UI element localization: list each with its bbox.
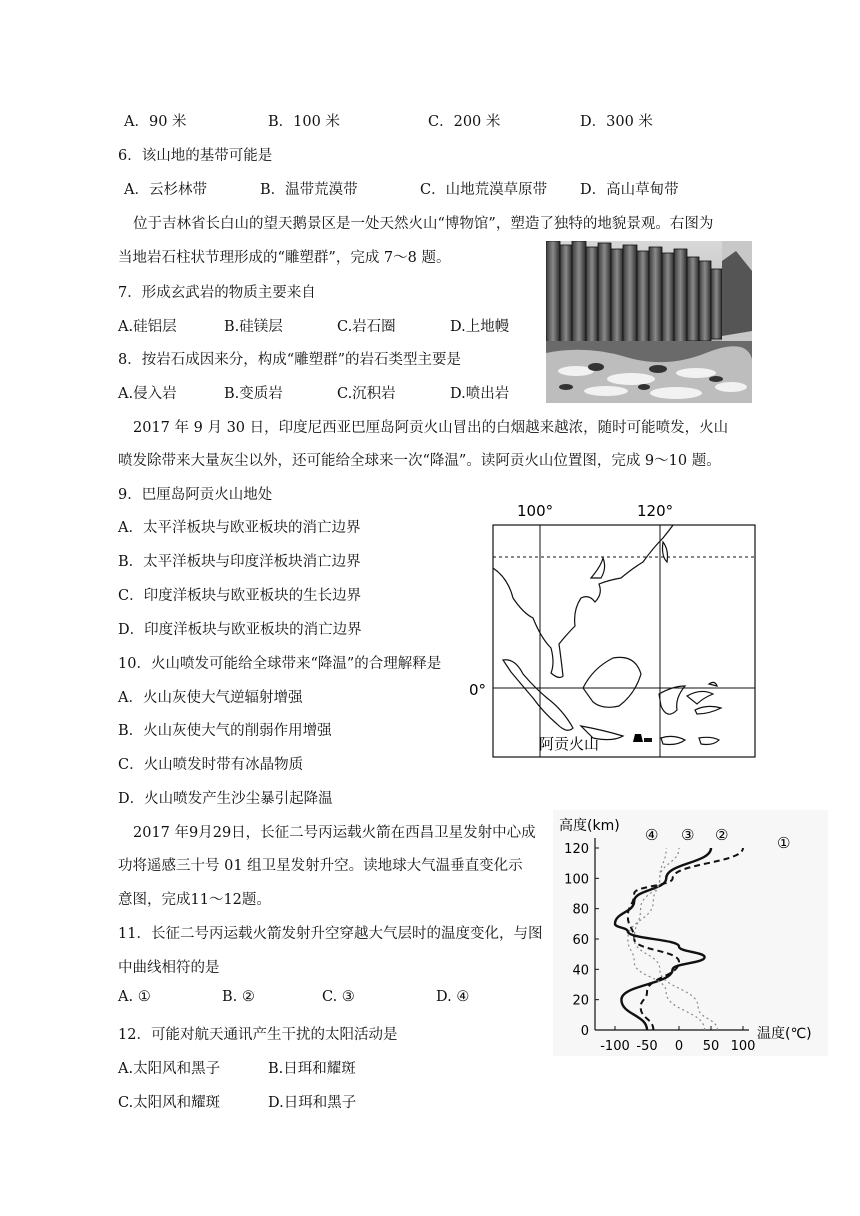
q11-stem-line2: 中曲线相符的是 bbox=[118, 960, 220, 976]
q5-option-a: A．90 米 bbox=[124, 114, 187, 130]
volcano-marker-icon bbox=[633, 734, 643, 742]
q7-option-b: B.硅镁层 bbox=[224, 319, 283, 335]
chart-x-tick-label: -50 bbox=[636, 1039, 658, 1054]
q7-option-a: A.硅铝层 bbox=[118, 319, 177, 335]
atmosphere-temperature-chart bbox=[553, 810, 828, 1056]
chart-y-tick-label: 40 bbox=[572, 963, 589, 979]
q12-option-d: D.日珥和黑子 bbox=[268, 1095, 357, 1111]
q6-option-a: A．云杉林带 bbox=[124, 182, 207, 198]
q6-option-b: B．温带荒漠带 bbox=[260, 182, 358, 198]
agung-volcano-location-map bbox=[463, 498, 758, 760]
intro-11-12-line2: 功将遥感三十号 01 组卫星发射升空。读地球大气温垂直变化示 bbox=[118, 858, 523, 874]
chart-y-tick-label: 20 bbox=[572, 993, 589, 1009]
q9-stem: 9．巴厘岛阿贡火山地处 bbox=[118, 487, 273, 503]
q5-option-b: B．100 米 bbox=[268, 114, 340, 130]
q10-option-c: C．火山喷发时带有冰晶物质 bbox=[118, 757, 304, 773]
q9-option-c: C．印度洋板块与欧亚板块的生长边界 bbox=[118, 588, 362, 604]
q8-stem: 8．按岩石成因来分，构成“雕塑群”的岩石类型主要是 bbox=[118, 352, 462, 368]
q11-option-a: A. ① bbox=[118, 989, 151, 1005]
chart-y-tick-label: 100 bbox=[564, 872, 589, 888]
q6-stem: 6．该山地的基带可能是 bbox=[118, 148, 273, 164]
chart-y-tick-label: 0 bbox=[580, 1024, 589, 1039]
q11-option-b: B. ② bbox=[222, 989, 255, 1005]
q5-option-d: D．300 米 bbox=[580, 114, 653, 130]
chart-series-label-3: ③ bbox=[681, 826, 695, 844]
intro-9-10-line1: 2017 年 9 月 30 日，印度尼西亚巴厘岛阿贡火山冒出的白烟越来越浓，随时可能喷发，火山 bbox=[133, 420, 729, 436]
q5-option-c: C．200 米 bbox=[428, 114, 501, 130]
q7-stem: 7．形成玄武岩的物质主要来自 bbox=[118, 285, 316, 301]
chart-y-tick-label: 120 bbox=[564, 842, 589, 857]
q11-stem-line1: 11．长征二号丙运载火箭发射升空穿越大气层时的温度变化，与图 bbox=[118, 926, 543, 942]
chart-y-tick-label: 80 bbox=[572, 902, 589, 918]
q7-option-d: D.上地幔 bbox=[450, 319, 510, 335]
chart-x-tick-label: 100 bbox=[730, 1039, 756, 1054]
q9-option-b: B．太平洋板块与印度洋板块消亡边界 bbox=[118, 554, 361, 570]
q12-stem: 12．可能对航天通讯产生干扰的太阳活动是 bbox=[118, 1027, 398, 1043]
q10-stem: 10．火山喷发可能给全球带来“降温”的合理解释是 bbox=[118, 656, 442, 672]
intro-11-12-line3: 意图，完成11～12题。 bbox=[118, 892, 271, 908]
q8-option-c: C.沉积岩 bbox=[337, 386, 396, 402]
bali-island bbox=[644, 738, 652, 742]
basalt-columns-image bbox=[546, 241, 752, 403]
q12-option-c: C.太阳风和耀斑 bbox=[118, 1095, 221, 1111]
q6-option-c: C．山地荒漠草原带 bbox=[420, 182, 548, 198]
q9-option-d: D．印度洋板块与欧亚板块的消亡边界 bbox=[118, 622, 362, 638]
chart-y-tick-label: 60 bbox=[572, 933, 589, 948]
q10-option-a: A．火山灰使大气逆辐射增强 bbox=[118, 690, 303, 706]
chart-series-label-4: ④ bbox=[645, 826, 659, 844]
chart-x-axis-label: 温度(℃) bbox=[757, 1026, 812, 1042]
coastlines bbox=[493, 525, 721, 745]
intro-9-10-line2: 喷发除带来大量灰尘以外，还可能给全球来一次“降温”。读阿贡火山位置图，完成 9～10 题。 bbox=[118, 453, 721, 469]
map-lon-120-label: 120° bbox=[637, 502, 674, 520]
q8-option-b: B.变质岩 bbox=[224, 386, 283, 402]
q11-option-d: D. ④ bbox=[436, 989, 470, 1005]
basalt-columns-photo bbox=[546, 241, 752, 403]
intro-11-12-line1: 2017 年9月29日，长征二号丙运载火箭在西昌卫星发射中心成 bbox=[133, 825, 536, 841]
chart-x-tick-label: 50 bbox=[702, 1039, 720, 1054]
map-lon-100-label: 100° bbox=[517, 502, 554, 520]
chart-x-tick-label: -100 bbox=[600, 1039, 630, 1054]
intro-7-8-line1: 位于吉林省长白山的望天鹅景区是一处天然火山“博物馆”，塑造了独特的地貌景观。右图为 bbox=[133, 216, 714, 232]
q11-option-c: C. ③ bbox=[322, 989, 355, 1005]
q10-option-b: B．火山灰使大气的削弱作用增强 bbox=[118, 723, 332, 739]
q8-option-d: D.喷出岩 bbox=[450, 386, 510, 402]
q8-option-a: A.侵入岩 bbox=[118, 386, 177, 402]
q12-option-b: B.日珥和耀斑 bbox=[268, 1061, 356, 1077]
chart-series-label-1: ① bbox=[777, 834, 791, 852]
chart-y-axis-label: 高度(km) bbox=[559, 818, 620, 834]
intro-7-8-line2: 当地岩石柱状节理形成的“雕塑群”，完成 7～8 题。 bbox=[118, 250, 451, 266]
map-frame bbox=[493, 525, 755, 757]
chart-x-tick-label: 0 bbox=[674, 1039, 684, 1054]
q10-option-d: D．火山喷发产生沙尘暴引起降温 bbox=[118, 791, 333, 807]
q6-option-d: D．高山草甸带 bbox=[580, 182, 679, 198]
q7-option-c: C.岩石圈 bbox=[337, 319, 396, 335]
volcano-label: 阿贡火山 bbox=[539, 735, 600, 753]
q9-option-a: A．太平洋板块与欧亚板块的消亡边界 bbox=[118, 520, 361, 536]
map-lat-0-label: 0° bbox=[469, 681, 487, 699]
q12-option-a: A.太阳风和黑子 bbox=[118, 1061, 221, 1077]
chart-series-label-2: ② bbox=[715, 826, 729, 844]
